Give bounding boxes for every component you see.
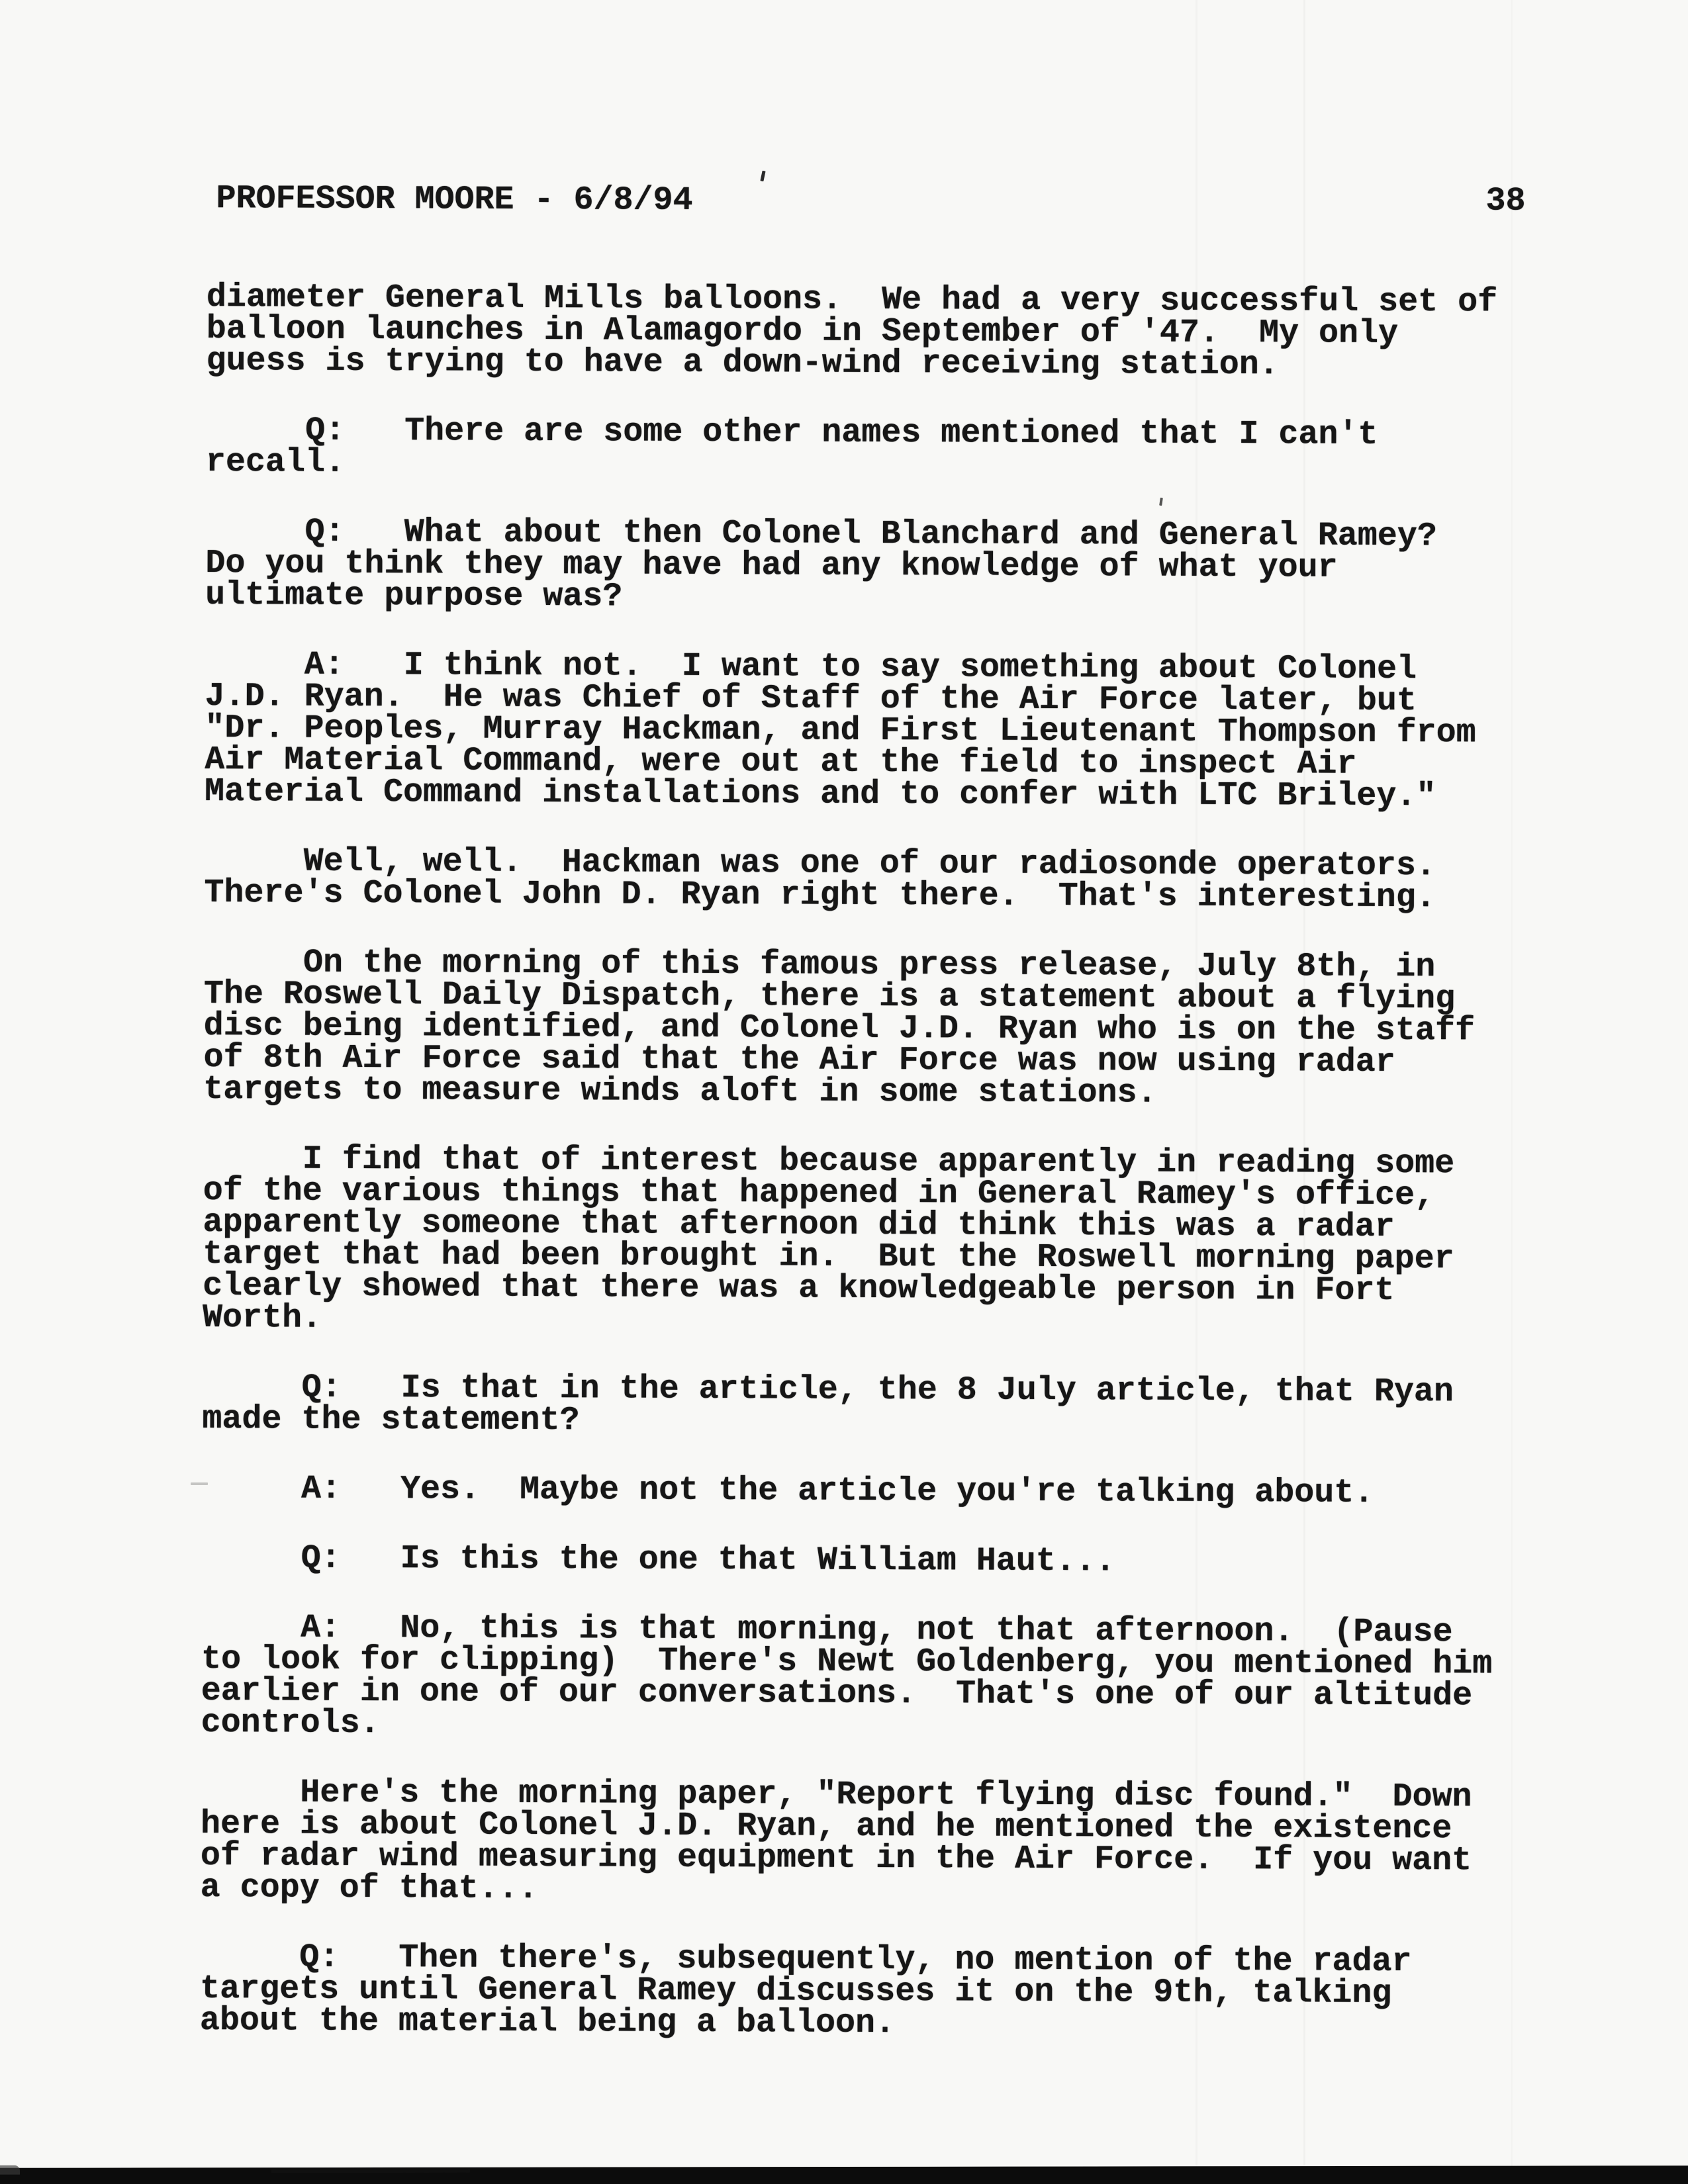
text-line: Material Command installations and to confer with LTC Briley." — [204, 773, 1436, 816]
paragraph — [206, 279, 1498, 385]
text-line: here is about Colonel J.D. Ryan, and he mentioned the existence — [200, 1805, 1452, 1848]
text-line: diameter General Mills balloons. We had a very successful set of — [206, 279, 1498, 322]
paragraph — [204, 842, 1495, 917]
scan-edge-notch — [0, 2165, 20, 2175]
text-line: controls. — [201, 1704, 380, 1743]
text-line: J.D. Ryan. He was Chief of Staff of the Air Force later, but — [205, 678, 1417, 721]
text-line: The Roswell Daily Dispatch, there is a statement about a flying — [203, 976, 1456, 1019]
text-line: Air Material Command, were out at the field to inspect Air — [205, 741, 1357, 784]
page-header-title: PROFESSOR MOORE - 6/8/94 — [216, 180, 693, 220]
text-line: Q: Is this the one that William Haut... — [201, 1539, 1115, 1581]
text-line: clearly showed that there was a knowledgeable person in Fort — [203, 1267, 1395, 1310]
text-line: a copy of that... — [200, 1869, 538, 1908]
text-line: Q: There are some other names mentioned that I can't — [206, 412, 1378, 454]
text-line: balloon launches in Alamagordo in September of '47. My only — [206, 310, 1399, 353]
text-line: Q: Then there's, subsequently, no mention of the radar — [200, 1938, 1412, 1981]
text-line: targets to measure winds aloft in some stations. — [203, 1071, 1157, 1113]
text-line: recall. — [205, 443, 346, 482]
text-line: "Dr. Peoples, Murray Hackman, and First Lieutenant Thompson from — [205, 709, 1476, 752]
scan-edge-notch — [271, 2169, 470, 2173]
text-line: apparently someone that afternoon did think this was a radar — [203, 1204, 1395, 1246]
text-line: Do you think they may have had any knowledge of what your — [205, 545, 1338, 587]
paragraph — [199, 1938, 1491, 2043]
text-line: A: No, this is that morning, not that afternoon. (Pause — [201, 1609, 1453, 1652]
text-line: guess is trying to have a down-wind receiving station. — [206, 342, 1279, 385]
text-line: target that had been brought in. But the Roswell morning paper — [203, 1236, 1454, 1279]
paragraph — [201, 1539, 1493, 1581]
text-line: I find that of interest because apparently in reading some — [203, 1140, 1455, 1183]
text-line: of radar wind measuring equipment in the Air Force. If you want — [200, 1837, 1472, 1880]
scan-edge-bar — [0, 2165, 1688, 2184]
text-line: Q: Is that in the article, the 8 July article, that Ryan — [202, 1369, 1454, 1412]
text-line: There's Colonel John D. Ryan right there. That's interesting. — [204, 874, 1436, 917]
paragraph — [202, 1369, 1493, 1440]
text-line: about the material being a balloon. — [199, 2002, 896, 2043]
text-line: of the various things that happened in General Ramey's office, — [203, 1172, 1435, 1215]
paragraph — [205, 412, 1497, 483]
text-line: disc being identified, and Colonel J.D. Ryan who is on the staff — [203, 1007, 1476, 1050]
text-line: Here's the morning paper, "Report flying disc found." Down — [201, 1774, 1472, 1817]
text-line: A: I think not. I want to say something about Colonel — [205, 646, 1417, 689]
text-line: ultimate purpose was? — [205, 576, 623, 616]
text-line: On the morning of this famous press release, July 8th, in — [203, 944, 1436, 987]
paragraph — [203, 944, 1495, 1113]
page-number: 38 — [1485, 182, 1526, 220]
scan-speck — [191, 1482, 208, 1485]
text-line: Worth. — [202, 1299, 322, 1338]
text-line: of 8th Air Force said that the Air Force was now using radar — [203, 1039, 1395, 1081]
paragraph — [205, 513, 1497, 616]
text-line: Well, well. Hackman was one of our radiosonde operators. — [204, 842, 1436, 886]
paragraph — [200, 1774, 1492, 1909]
text-line: targets until General Ramey discusses it on the 9th, talking — [200, 1970, 1392, 2013]
text-line: Q: What about then Colonel Blanchard and General Ramey? — [205, 513, 1437, 556]
paragraph — [202, 1140, 1494, 1339]
paragraph — [201, 1609, 1493, 1744]
body-text — [199, 279, 1498, 2043]
text-line: A: Yes. Maybe not the article you're talking about. — [201, 1470, 1374, 1512]
paragraph — [204, 646, 1496, 816]
paragraph — [201, 1470, 1493, 1512]
text-line: made the statement? — [202, 1400, 580, 1440]
text-line: to look for clipping) There's Newt Goldenberg, you mentioned him — [201, 1641, 1493, 1684]
text-line: earlier in one of our conversations. That's one of our altitude — [201, 1672, 1473, 1715]
